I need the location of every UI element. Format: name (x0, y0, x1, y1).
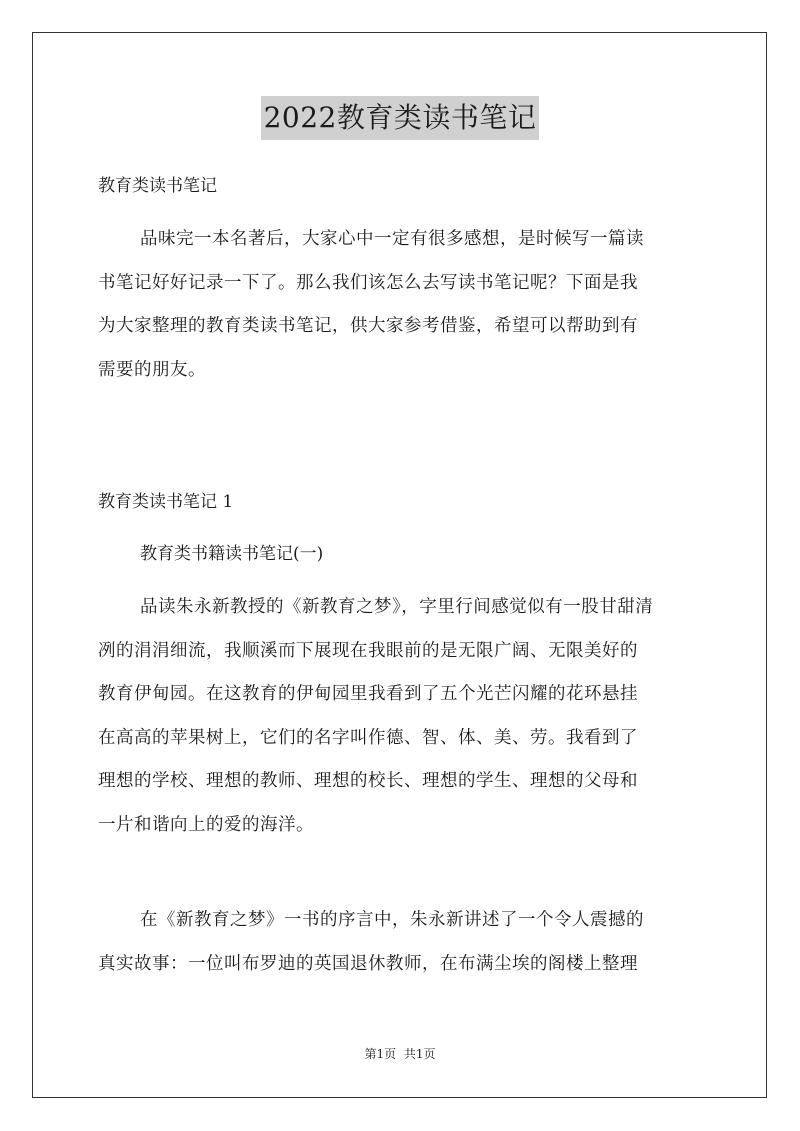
page-footer (0, 1046, 800, 1062)
paragraph-line: 冽的涓涓细流，我顺溪而下展现在我眼前的是无限广阔、无限美好的 (98, 640, 638, 661)
paragraph-line: 品读朱永新教授的《新教育之梦》，字里行间感觉似有一股甘甜清 (140, 597, 654, 617)
paragraph-line: 在高高的苹果树上，它们的名字叫作德、智、体、美、劳。我看到了 (98, 727, 638, 748)
paragraph-line: 一片和谐向上的爱的海洋。 (98, 814, 314, 835)
title-block (0, 96, 800, 140)
sub-heading: 教育类书籍读书笔记(一) (140, 544, 324, 564)
paragraph-line: 教育伊甸园。在这教育的伊甸园里我看到了五个光芒闪耀的花环悬挂 (98, 684, 638, 705)
paragraph-1 (98, 586, 718, 848)
intro-line: 品味完一本名著后，大家心中一定有很多感想，是时候写一篇读 (140, 229, 644, 249)
intro-line: 书笔记好好记录一下了。那么我们该怎么去写读书笔记呢？下面是我 (98, 272, 638, 293)
page-total: 共1页 (403, 1047, 436, 1061)
paragraph-line: 理想的学校、理想的教师、理想的校长、理想的学生、理想的父母和 (98, 771, 638, 792)
main-heading: 教育类读书笔记 (98, 176, 217, 196)
paragraph-2 (98, 899, 718, 986)
intro-line: 需要的朋友。 (98, 359, 206, 380)
page-number: 第1页 (364, 1047, 397, 1061)
section-heading: 教育类读书笔记 1 (98, 492, 234, 512)
paragraph-line: 真实故事：一位叫布罗迪的英国退休教师，在布满尘埃的阁楼上整理 (98, 953, 638, 974)
intro-line: 为大家整理的教育类读书笔记，供大家参考借鉴，希望可以帮助到有 (98, 316, 638, 337)
intro-paragraph (98, 218, 718, 392)
paragraph-line: 在《新教育之梦》一书的序言中，朱永新讲述了一个令人震撼的 (140, 910, 644, 930)
document-title: 2022教育类读书笔记 (261, 96, 540, 140)
